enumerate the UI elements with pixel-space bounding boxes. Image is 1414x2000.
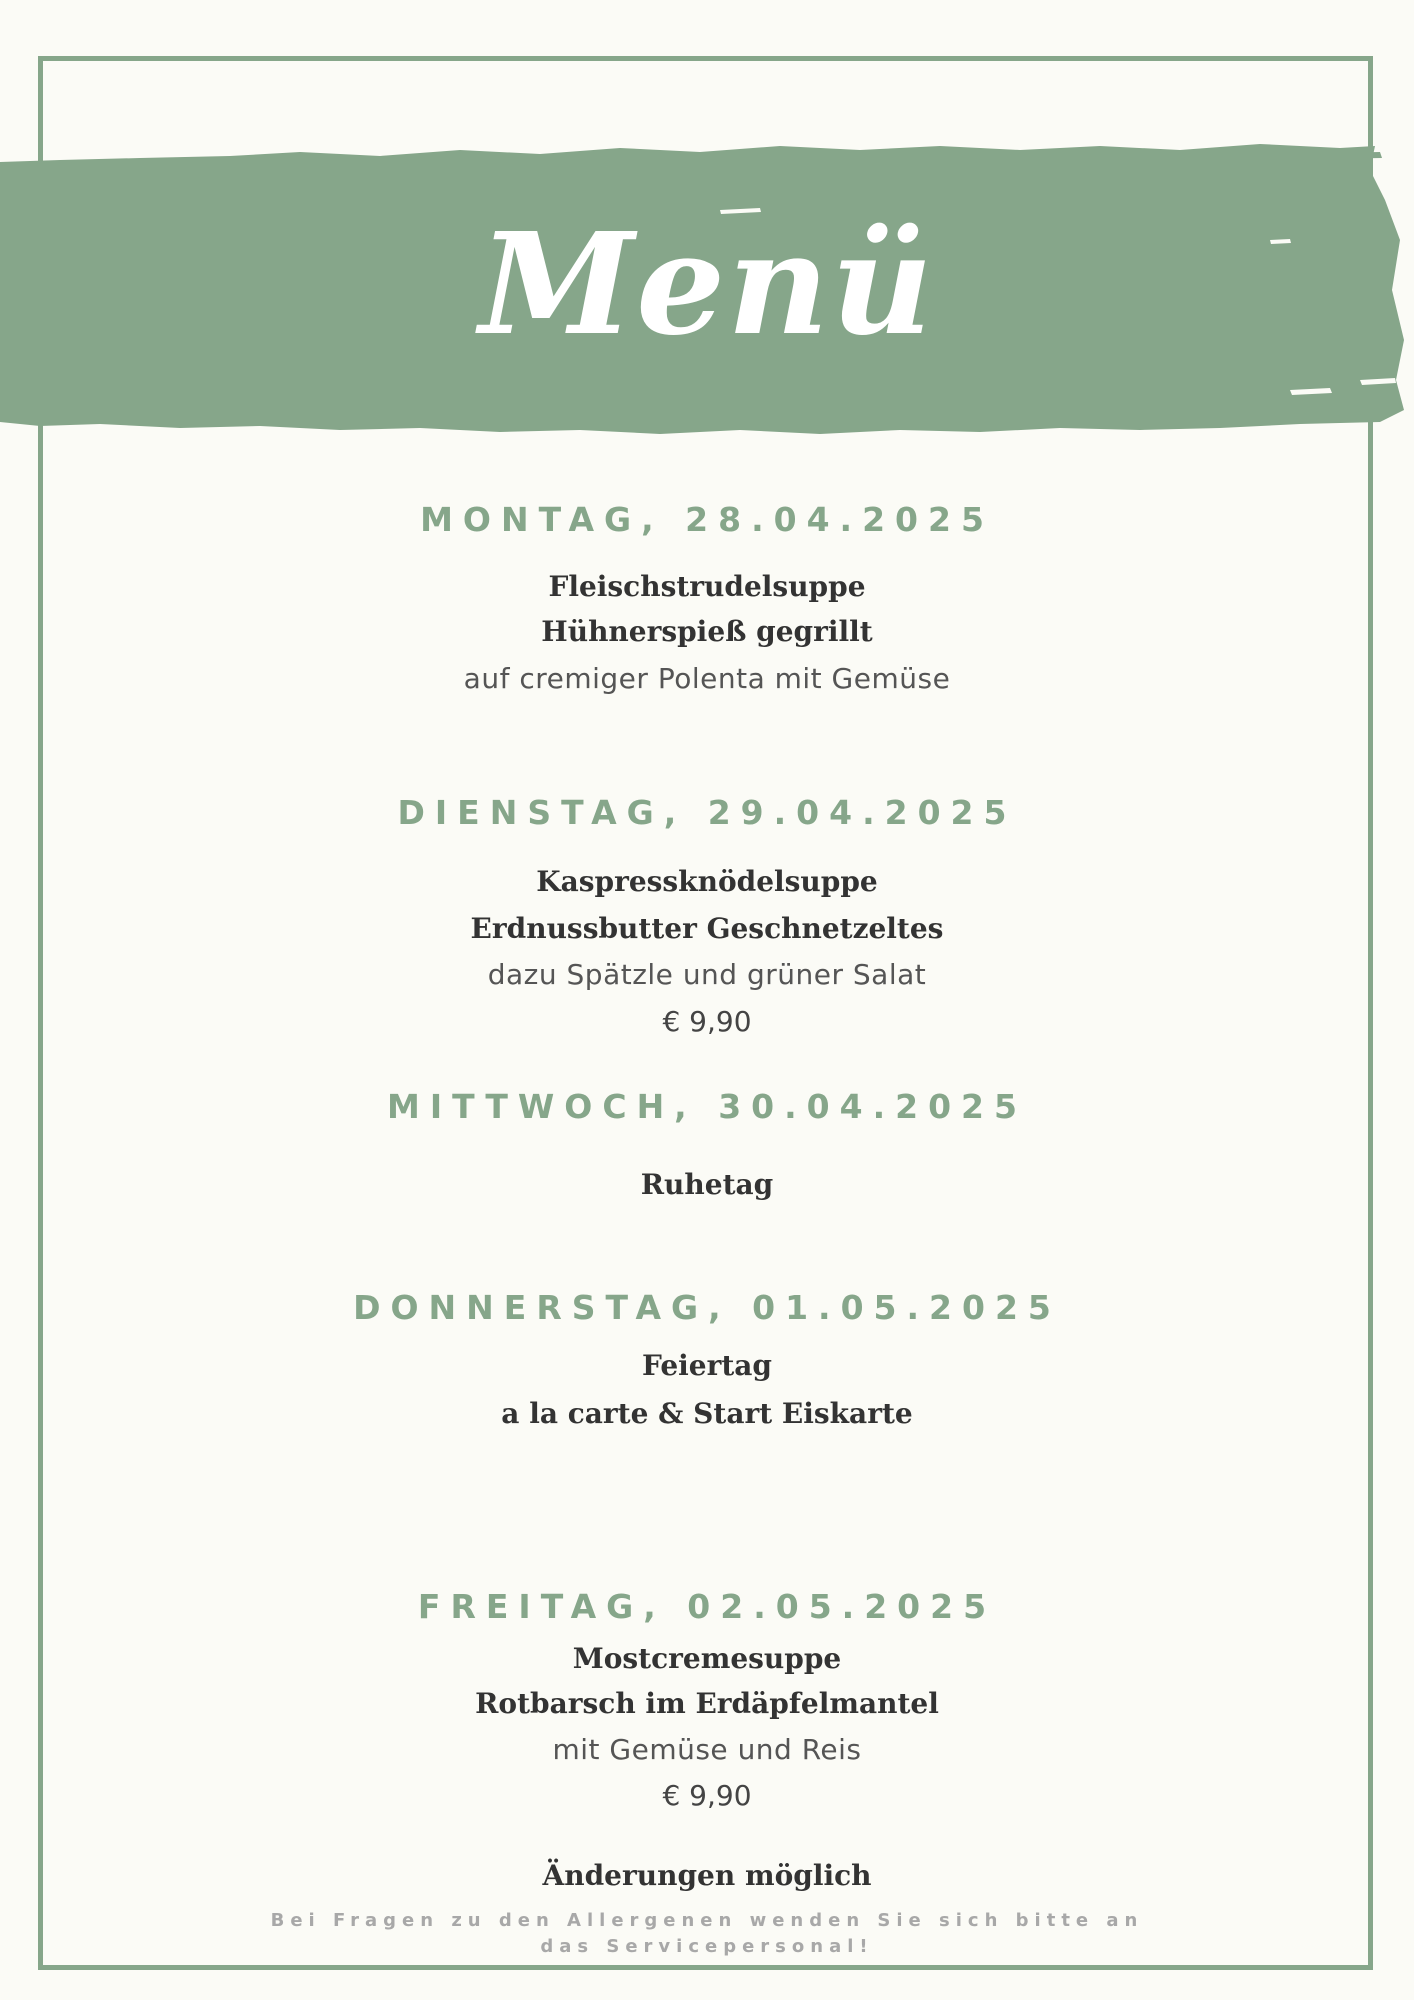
friday-main: Rotbarsch im Erdäpfelmantel: [475, 1687, 939, 1720]
monday-side: auf cremiger Polenta mit Gemüse: [463, 662, 951, 695]
tuesday-soup: Kaspressknödelsuppe: [536, 865, 878, 898]
day-heading-friday: FREITAG, 02.05.2025: [417, 1587, 997, 1626]
thursday-note: Feiertag: [641, 1349, 773, 1382]
changes-note: Änderungen möglich: [542, 1859, 872, 1892]
day-heading-thursday: DONNERSTAG, 01.05.2025: [353, 1288, 1061, 1327]
tuesday-price: € 9,90: [662, 1005, 752, 1038]
day-heading-monday: MONTAG, 28.04.2025: [420, 500, 994, 539]
day-heading-wednesday: MITTWOCH, 30.04.2025: [387, 1087, 1027, 1126]
friday-price: € 9,90: [662, 1779, 752, 1812]
tuesday-side: dazu Spätzle und grüner Salat: [487, 958, 927, 991]
monday-soup: Fleischstrudelsuppe: [548, 570, 866, 603]
wednesday-note: Ruhetag: [640, 1168, 774, 1201]
thursday-note-2: a la carte & Start Eiskarte: [501, 1397, 913, 1430]
allergen-note: Bei Fragen zu den Allergenen wenden Sie sich bitte an das Servicepersonal!: [270, 1910, 1144, 1957]
monday-main: Hühnerspieß gegrillt: [541, 615, 873, 648]
menu-title: Menü: [479, 203, 935, 367]
day-heading-tuesday: DIENSTAG, 29.04.2025: [397, 793, 1017, 832]
friday-side: mit Gemüse und Reis: [552, 1733, 862, 1766]
friday-soup: Mostcremesuppe: [572, 1642, 842, 1675]
tuesday-main: Erdnussbutter Geschnetzeltes: [470, 912, 944, 945]
